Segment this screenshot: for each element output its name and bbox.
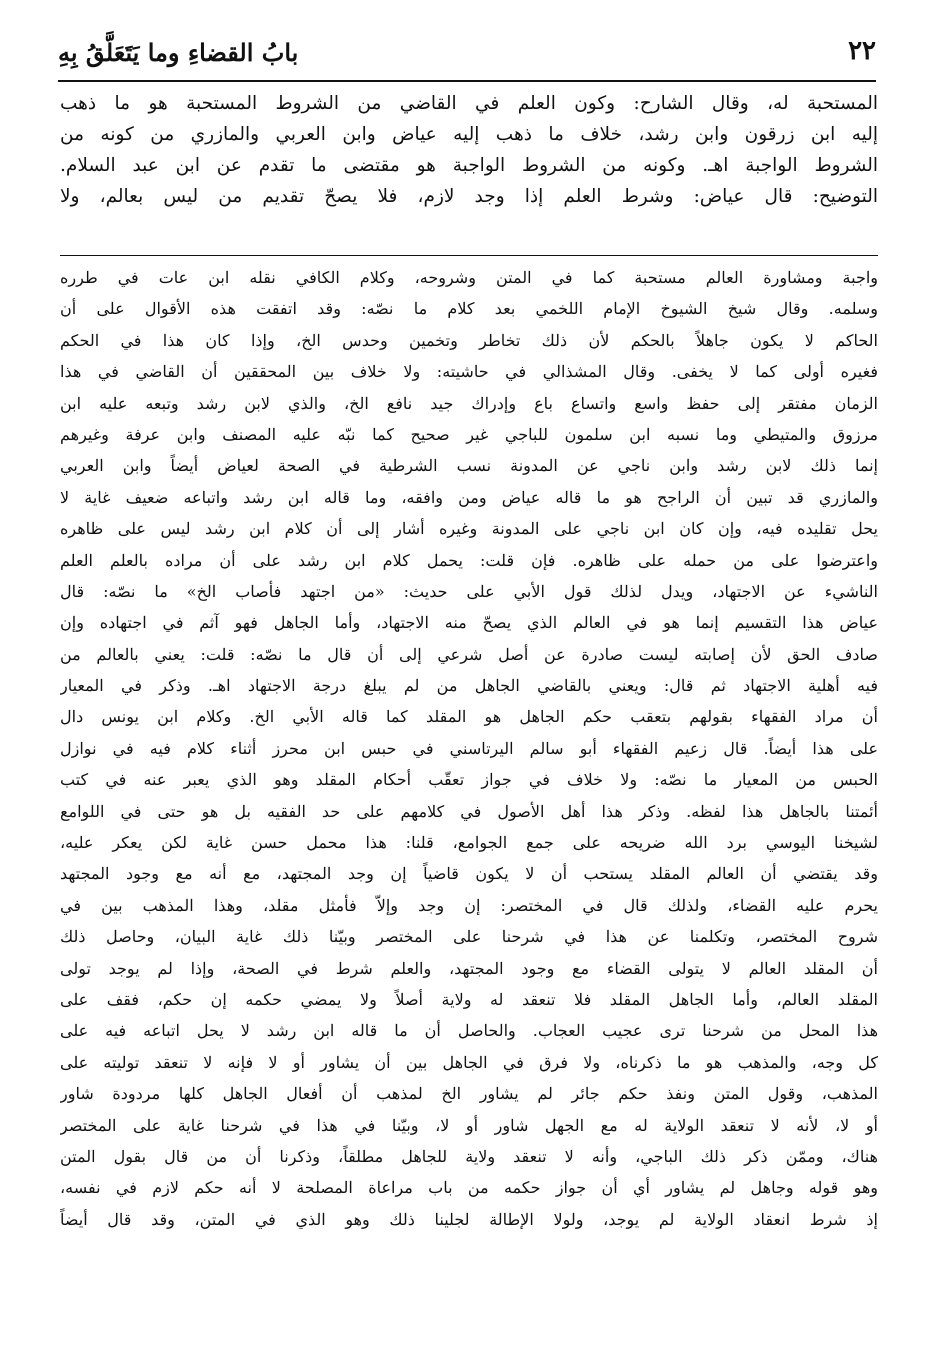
main-line: إليه ابن زرقون وابن رشد، خلاف ما ذهب إليه عياض وابن العربي والمازري من كونه من	[60, 124, 878, 145]
footnote-line: أئمتنا بالجاهل هذا لفظه. وذكر هذا أهل الأصول في كلامهم على حد الفقيه بل هو حتى في اللوامع	[60, 801, 878, 821]
footnote-line: وهو قوله وجاهل لم يشاور أي أن جواز حكمه من باب مراعاة المصلحة لا أنه حكم لازم في نفسه،	[60, 1178, 878, 1198]
footnote-line: إذ شرط انعقاد الولاية لم يوجد، ولولا الإطالة لجلينا ذلك وهو الذي في المتن، وقد قال أيضاً	[60, 1209, 878, 1229]
footnote-line: واجبة ومشاورة العالم مستحبة كما في المتن وشروحه، وكلام الكافي نقله ابن عات في طرره	[60, 268, 878, 287]
footnote-line: والمازري قد تبين أن الراجح هو ما قاله عياض ومن وافقه، وما قاله ابن رشد واتباعه ضعيف غاية لا	[60, 487, 878, 507]
main-line: المستحبة له، وقال الشارح: وكون العلم في القاضي من الشروط المستحبة هو ما ذهب	[60, 93, 878, 114]
footnote-line: الزمان مفتقر إلى حفظ واسع واتساع باع وإدراك جيد نافع الخ، والذي لابن رشد وتبعه عليه ابن	[60, 393, 878, 413]
chapter-title: بابُ القضاءِ وما يَتَعَلَّقُ بِهِ	[58, 38, 299, 67]
footnote-line: كل وجه، والمذهب هو ما ذكرناه، ولا فرق في الجاهل بين أن يشاور أو لا فإنه لا تنعقد توليته على	[60, 1052, 878, 1072]
main-line: التوضيح: قال عياض: وشرط العلم إذا وجد لازم، فلا يصحّ تقديم من ليس بعالم، ولا	[60, 186, 878, 207]
footnote-line: لشيخنا اليوسي برد الله ضريحه على جمع الجوامع، قلنا: هذا محمل حسن غاية لكن يعكر عليه،	[60, 833, 878, 853]
footnote-line: المقلد العالم، وأما الجاهل المقلد فلا تنعقد له ولاية أصلاً ولا يمضي حكمه إن حكم، فقف على	[60, 989, 878, 1009]
footnote-line: هناك، وممّن ذكر ذلك الباجي، وأنه لا تنعقد ولاية للجاهل مطلقاً، وذكرنا أن من قال بقول المتن	[60, 1146, 878, 1166]
footnote-line: يحل تقليده فيه، وإن كان ابن ناجي على المدونة وغيره أشار إلى أن كلام ابن رشد ليس على ظاهره	[60, 519, 878, 539]
footnote-line: أن المقلد العالم لا يتولى القضاء مع وجود المجتهد، والعلم شرط في الصحة، وإذا لم يوجد تولى	[60, 958, 878, 978]
footnote-line: صادف الحق لأن إصابته ليست صادرة عن أصل شرعي إلى أن قال ما نصّه: قلت: يعني بالعالم من	[60, 644, 878, 664]
main-line: الشروط الواجبة اهـ. وكونه من الشروط الواجبة هو مقتضى ما تقدم عن ابن عبد السلام.	[60, 155, 878, 176]
footnote-line: واعترضوا على من حمله على ظاهره. فإن قلت: يحمل كلام ابن رشد على أن مراده بالعلم العلم	[60, 550, 878, 570]
footnote-line: يحرم عليه القضاء، ولذلك قال في المختصر: إن وجد وإلاّ فأمثل مقلد، وهذا المذهب بين في	[60, 895, 878, 915]
main-text	[60, 88, 878, 212]
footnote-line: عياض هذا التقسيم إنما هو في العالم الذي يصحّ منه الاجتهاد، وأما الجاهل فهو آثم في اجتهاده وإن	[60, 613, 878, 633]
footnote-line: الحبس من المعيار ما نصّه: ولا خلاف في جواز تعقّب أحكام المقلد وهو الذي يعبر عنه في كتب	[60, 770, 878, 790]
footnote-line: هذا المحل من شرحنا ترى عجيب العجاب. والحاصل أن ما قاله ابن رشد لا يحل اتباعه فيه على	[60, 1021, 878, 1041]
footnote-line: على هذا أيضاً. قال زعيم الفقهاء أبو سالم اليرتاسني في حبس ابن محرز أثناء كلام فيه في نوازل	[60, 738, 878, 758]
footnote-line: وسلمه. وقال شيخ الشيوخ الإمام اللخمي بعد كلام ما نصّه: وقد اتفقت هذه الأقوال على أن	[60, 299, 878, 319]
footnote-line: إنما ذلك لابن رشد وابن ناجي عن المدونة نسب الشرطية في الصحة لعياض أيضاً وابن العربي	[60, 456, 878, 476]
footnote-line: أو لا، لأنه لا تنعقد الولاية له مع الجهل شاور أو لا، وبيّنا في هذا في شرحنا غاية على المختصر	[60, 1115, 878, 1135]
footnote-line: وقد يقتضي أن العالم المقلد يستحب أن لا يكون قاضياً إن وجد المجتهد، مع أنه مع وجود المجتهد	[60, 864, 878, 884]
footnote-text	[60, 262, 878, 1235]
footnote-line: فغيره أولى كما لا يخفى. وقال المشذالي في حاشيته: ولا خلاف بين المحققين أن القاضي في هذا	[60, 362, 878, 382]
header-divider	[58, 80, 876, 82]
footnote-line: مرزوق والمتيطي وما نسبه ابن سلمون للباجي غير صحيح كما نبّه عليه المصنف وابن عرفة وغيرهم	[60, 424, 878, 444]
footnote-divider	[60, 255, 878, 256]
footnote-line: فيه أهلية الاجتهاد ثم قال: ويعني بالقاضي الجاهل من لم يبلغ درجة الاجتهاد اهـ. وذكر في المعيار	[60, 676, 878, 696]
footnote-line: شروح المختصر، وتكلمنا عن هذا في شرحنا على المختصر وبيّنا ذلك غاية البيان، وحاصل ذلك	[60, 927, 878, 947]
footnote-line: الحاكم لا يكون جاهلاً بالحكم لأن ذلك تخاطر وتخمين وحدس الخ، وإذا كان هذا في الحكم	[60, 330, 878, 350]
page-number: ٢٢	[848, 36, 876, 66]
footnote-line: الناشيء عن الاجتهاد، ويدل لذلك قول الأبي على حديث: «من اجتهد فأصاب الخ» ما نصّه: قال	[60, 581, 878, 601]
running-header	[58, 32, 876, 78]
footnote-line: المذهب، وقول المتن ونفذ حكم جائر لم يشاور الخ لمذهب أن أفعال الجاهل كلها مردودة شاور	[60, 1084, 878, 1104]
footnote-line: أن مراد الفقهاء بقولهم بتعقب حكم الجاهل هو المقلد كما قاله الأبي الخ. وكلام ابن يونس دال	[60, 707, 878, 727]
